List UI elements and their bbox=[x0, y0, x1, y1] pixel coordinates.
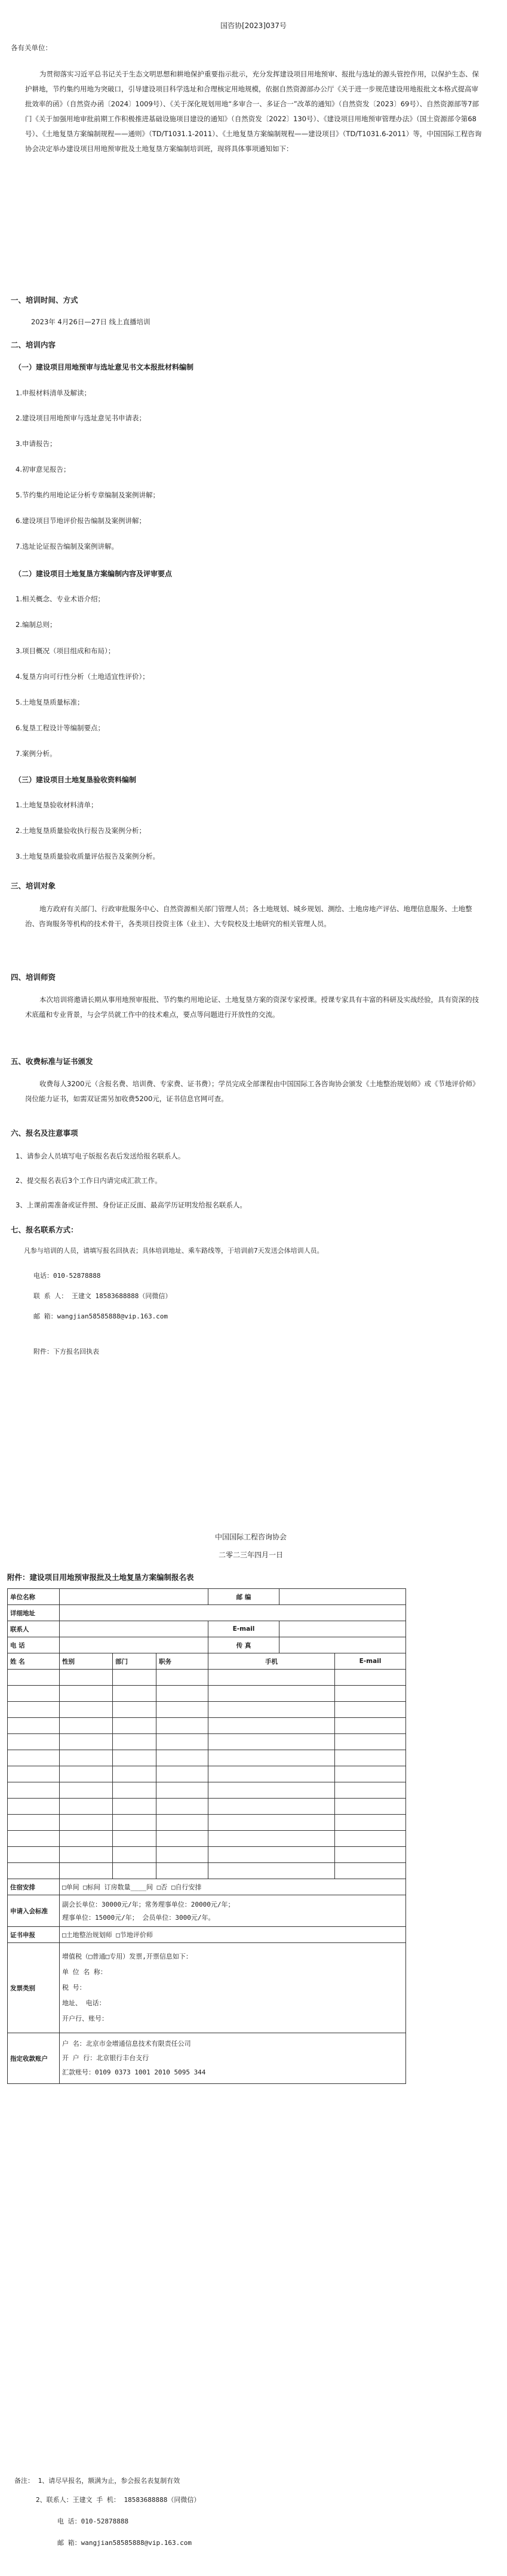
remark-line: 邮 箱：wangjian58585888@vip.163.com bbox=[57, 2539, 192, 2547]
list-item: 1.土地复垦验收材料清单； bbox=[16, 801, 98, 809]
contact-person: 联 系 人： 王建文 18583688888（同微信） bbox=[33, 1292, 172, 1300]
table-row bbox=[8, 1863, 406, 1879]
registration-form bbox=[7, 1588, 406, 2084]
list-item: 5.土地复垦质量标准； bbox=[16, 698, 84, 706]
column-header-email: E-mail bbox=[335, 1653, 406, 1670]
column-header-name: 姓 名 bbox=[8, 1653, 60, 1670]
section-faculty-text: 本次培训将邀请长期从事用地预审报批、节约集约用地论证、土地复垦方案的资深专家授课。授课专家具有丰富的科研及实战经验，具有资深的技术底蕴和专业背景，与会学员就工作中的技术难点，要点等问题进行开放性的交流。 bbox=[25, 995, 479, 1019]
list-item: 3.项目概况（项目组成和布局）； bbox=[16, 647, 115, 655]
list-item: 6.建设项目节地评价报告编制及案例讲解； bbox=[16, 517, 146, 525]
column-header-gender: 性别 bbox=[60, 1653, 113, 1670]
contact-field[interactable] bbox=[60, 1621, 208, 1637]
section-fee-title: 五、收费标准与证书颁发 bbox=[11, 1057, 93, 1066]
table-row bbox=[8, 1750, 406, 1766]
list-item: 2.土地复垦质量验收执行报告及案例分析； bbox=[16, 826, 146, 835]
list-item: 3.土地复垦质量验收质量评估报告及案例分析。 bbox=[16, 852, 159, 860]
section-content-title: 二、培训内容 bbox=[11, 340, 56, 349]
list-item: 1.相关概念、专业术语介绍； bbox=[16, 595, 105, 603]
receiving-account-label: 指定收款账户 bbox=[8, 2033, 60, 2084]
contact-note: 凡参与培训的人员，请填写报名回执表；具体培训地址、乘车路线等，于培训前7天发送会体培训人员。 bbox=[24, 1247, 324, 1255]
attachment-note: 附件：下方报名回执表 bbox=[33, 1348, 99, 1355]
invoice-line: 开户行、账号： bbox=[62, 2015, 108, 2022]
phone-label: 电 话 bbox=[8, 1637, 60, 1653]
subsection-b-title: （二）建设项目土地复垦方案编制内容及评审要点 bbox=[14, 570, 173, 578]
section-fee-text: 收费每人3200元（含报名费、培训费、专家费、证书费）；学员完成全部课程由中国国际工各咨询协会颁发《土地整治规划师》或《节地评价师》岗位能力证书，如需双证需另加收费5200元，证书信息官网可查。 bbox=[25, 1080, 480, 1103]
list-item: 1、请参会人员填写电子版报名表后发送给报名联系人。 bbox=[16, 1152, 185, 1160]
list-item: 4.复垦方向可行性分析（土地适宜性评价）； bbox=[16, 672, 149, 681]
list-item: 3、上课前需准备或证件照、身份证正反面、最高学历证明发给报名联系人。 bbox=[16, 1201, 247, 1209]
table-row bbox=[8, 1782, 406, 1799]
remark-line: 备注： 1、请尽早报名，额满为止，参会报名表复制有效 bbox=[14, 2477, 180, 2485]
fax-field[interactable] bbox=[279, 1637, 406, 1653]
invoice-line: 单 位 名 称： bbox=[62, 1968, 107, 1976]
list-item: 2.建设项目用地预审与选址意见书申请表； bbox=[16, 414, 146, 422]
account-line: 汇款账号：0109 0373 1001 2010 5095 344 bbox=[62, 2068, 206, 2076]
membership-fee-line: 理事单位：15000元/年； 会员单位：3000元/年。 bbox=[62, 1914, 215, 1922]
section-audience-text: 地方政府有关部门、行政审批服务中心、自然资源相关部门管理人员；各土地规划、城乡规划、测绘、土地房地产评估、地理信息服务、土地整治、咨询服务等机构的技术骨干，各类项目投资主体（业主）、大专院校及土地研究的相关管理人员。 bbox=[25, 905, 472, 928]
account-line: 开 户 行：北京银行丰台支行 bbox=[62, 2054, 149, 2062]
unit-name-field[interactable] bbox=[60, 1589, 208, 1605]
table-row bbox=[8, 1702, 406, 1718]
form-title: 附件：建设项目用地预审报批及土地复垦方案编制报名表 bbox=[7, 1573, 194, 1582]
remark-line: 2、联系人：王建文 手 机： 18583688888（同微信） bbox=[36, 2496, 201, 2504]
list-item: 1.申报材料清单及解读； bbox=[16, 389, 91, 397]
table-row bbox=[8, 1718, 406, 1734]
list-item: 7.选址论证报告编制及案例讲解。 bbox=[16, 542, 118, 551]
address-field[interactable] bbox=[60, 1605, 406, 1621]
section-faculty-title: 四、培训师资 bbox=[11, 973, 56, 982]
column-header-mobile: 手机 bbox=[208, 1653, 335, 1670]
certificate-label: 证书申报 bbox=[8, 1927, 60, 1943]
list-item: 6.复垦工程设计等编制要点； bbox=[16, 724, 105, 732]
subsection-a-title: （一）建设项目用地预审与选址意见书文本报批材料编制 bbox=[14, 363, 194, 371]
email-field[interactable] bbox=[279, 1621, 406, 1637]
table-row bbox=[8, 1670, 406, 1686]
section-time-title: 一、培训时间、方式 bbox=[11, 296, 78, 305]
contact-phone: 电话：010-52878888 bbox=[33, 1272, 101, 1280]
column-header-department: 部门 bbox=[113, 1653, 156, 1670]
postcode-label: 邮 编 bbox=[208, 1589, 279, 1605]
remark-line: 电 话：010-52878888 bbox=[57, 2517, 129, 2525]
phone-field[interactable] bbox=[60, 1637, 208, 1653]
invoice-line: 税 号： bbox=[62, 1984, 86, 1991]
email-label: E-mail bbox=[208, 1621, 279, 1637]
document-number: 国咨协[2023]037号 bbox=[220, 21, 287, 30]
list-item: 5.节约集约用地论证分析专章编制及案例讲解； bbox=[16, 491, 159, 499]
table-row bbox=[8, 1831, 406, 1847]
intro-paragraph: 为贯彻落实习近平总书记关于生态文明思想和耕地保护重要指示批示，充分发挥建设项目用地预审、报批与选址的源头管控作用，以保护生态、保护耕地，节约集约用地为突破口，引导建设项目科学选址和合理核定用地规模，依据自然资源部办公厅《关于进一步规范建设用地报批文本格式提高审批效率的函》（自然资办函〔2024〕1009号）、《关于深化规划用地“多审合一、多证合一”改革的通知》（自然资发〔2023〕69号）、自然资源部等7部门《关于加强用地审批前期工作积极推进基础设施项目建设的通知》（自然资发〔2022〕130号）、《建设项目用地预审管理办法》（国土资源部令第68号）、《土地复垦方案编制规程——通则》（TD/T1031.1-2011）、《土地复垦方案编制规程——建设项目》（TD/T1031.6-2011）等，中国国际工程咨询协会决定举办建设项目用地预审批及土地复垦方案编制培训班，现将具体事项通知如下： bbox=[25, 70, 482, 153]
invoice-line: 地址、 电话： bbox=[62, 1999, 106, 2007]
table-row bbox=[8, 1847, 406, 1863]
column-header-position: 职务 bbox=[156, 1653, 208, 1670]
table-row bbox=[8, 1734, 406, 1750]
table-row bbox=[8, 1766, 406, 1782]
fax-label: 传 真 bbox=[208, 1637, 279, 1653]
list-item: 2.编制总则； bbox=[16, 620, 57, 629]
lodging-options[interactable]: □单间 □标间 订房数量____间 □否 □自行安排 bbox=[60, 1879, 406, 1895]
lodging-label: 住宿安排 bbox=[8, 1879, 60, 1895]
section-registration-title: 六、报名及注意事项 bbox=[11, 1129, 78, 1138]
membership-fee-label: 申请入会标准 bbox=[8, 1895, 60, 1927]
certificate-options[interactable]: □土地整治规划师 □节地评价师 bbox=[60, 1927, 406, 1943]
list-item: 3.申请报告； bbox=[16, 439, 57, 448]
invoice-line: 增值税（□普通□专用）发票,开票信息如下： bbox=[62, 1953, 192, 1960]
invoice-type-label: 发票类别 bbox=[8, 1943, 60, 2033]
table-row bbox=[8, 1686, 406, 1702]
postcode-field[interactable] bbox=[279, 1589, 406, 1605]
section-time-text: 2023年 4月26日—27日 线上直播培训 bbox=[31, 318, 150, 326]
subsection-c-title: （三）建设项目土地复垦验收资料编制 bbox=[14, 776, 137, 784]
table-row bbox=[8, 1815, 406, 1831]
contact-email: 邮 箱：wangjian58585888@vip.163.com bbox=[33, 1312, 168, 1320]
organization-name: 中国国际工程咨询协会 bbox=[214, 1533, 287, 1541]
contact-label: 联系人 bbox=[8, 1621, 60, 1637]
unit-name-label: 单位名称 bbox=[8, 1589, 60, 1605]
section-audience-title: 三、培训对象 bbox=[11, 881, 56, 890]
account-line: 户 名：北京市金增通信息技术有限责任公司 bbox=[62, 2040, 191, 2048]
table-row bbox=[8, 1799, 406, 1815]
list-item: 7.案例分析。 bbox=[16, 749, 57, 758]
list-item: 4.初审意见报告； bbox=[16, 465, 70, 474]
list-item: 2、提交报名表后3个工作日内请完成汇款工作。 bbox=[16, 1176, 162, 1185]
address-label: 详细地址 bbox=[8, 1605, 60, 1621]
organization-date: 二零二三年四月一日 bbox=[218, 1551, 283, 1559]
greeting: 各有关单位： bbox=[11, 44, 52, 52]
section-contact-title: 七、报名联系方式： bbox=[11, 1225, 78, 1234]
membership-fee-line: 副会长单位：30000元/年；常务理事单位：20000元/年； bbox=[62, 1901, 235, 1908]
